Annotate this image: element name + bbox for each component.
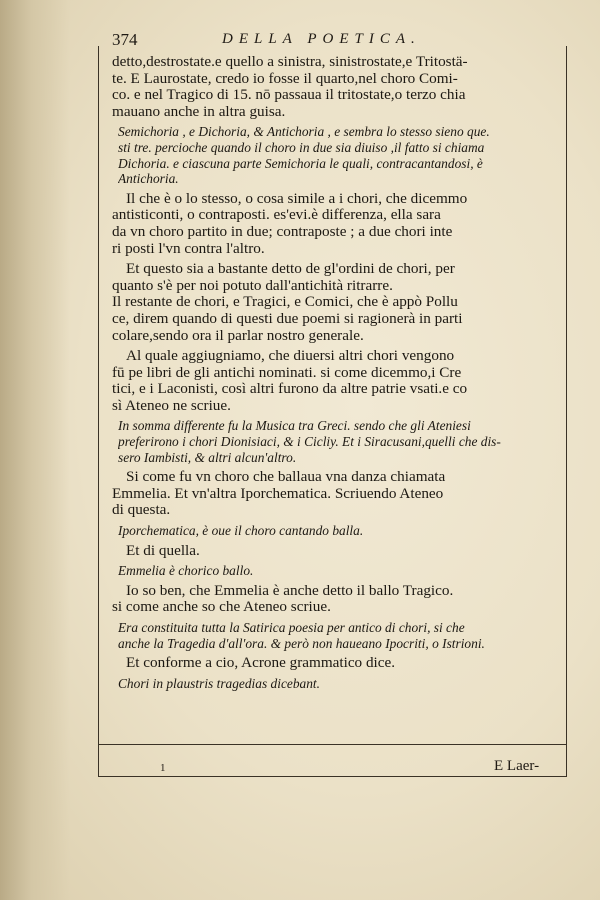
paragraph xyxy=(112,348,566,414)
quoted-passage xyxy=(112,523,566,539)
text-line: Antichoria. xyxy=(118,171,179,187)
text-line: preferirono i chori Dionisiaci, & i Cicliy. Et i Siracusani,quelli che dis- xyxy=(118,434,501,450)
page-number: 374 xyxy=(112,30,138,49)
text-line: si come anche so che Ateneo scriue. xyxy=(112,599,331,616)
footer-rule xyxy=(98,776,567,777)
text-line: Emmelia è chorico ballo. xyxy=(118,563,254,579)
paragraph xyxy=(112,583,566,616)
text-line: Dichoria. e ciascuna parte Semichoria le quali, contracantandosi, è xyxy=(118,155,483,171)
text-line: sero Iambisti, & altri alcun'altro. xyxy=(118,449,297,465)
text-line: Et conforme a cio, Acrone grammatico dice. xyxy=(126,655,396,672)
quoted-passage xyxy=(112,676,566,692)
text-line: colare,sendo ora il parlar nostro generale. xyxy=(112,327,364,344)
quoted-passage xyxy=(112,124,566,186)
text-line: di questa. xyxy=(112,502,171,519)
text-line: fū pe libri de gli antichi nominati. si come dicemmo,i Cre xyxy=(112,364,462,381)
text-line: Iporchematica, è oue il choro cantando balla. xyxy=(118,523,364,539)
text-line: Il restante de chori, e Tragici, e Comici, che è appò Pollu xyxy=(112,294,458,311)
paragraph xyxy=(112,543,566,560)
paragraph xyxy=(112,655,566,672)
running-header xyxy=(112,28,564,54)
text-line: Emmelia. Et vn'altra Iporchematica. Scriuendo Ateneo xyxy=(112,485,444,502)
text-line: detto,destrostate.e quello a sinistra, sinistrostate,e Tritostä- xyxy=(112,54,468,70)
quoted-passage xyxy=(112,563,566,579)
text-line: Si come fu vn choro che ballaua vna danza chiamata xyxy=(126,469,446,486)
text-line: Et di quella. xyxy=(126,542,200,559)
binding-shadow xyxy=(0,0,70,900)
signature-mark: 1 xyxy=(160,762,166,774)
text-line: ri posti l'vn contra l'altro. xyxy=(112,240,265,257)
text-line: da vn choro partito in due; contraposte ; a due chori inte xyxy=(112,223,453,240)
text-line: quanto s'è per noi potuto dall'antichità ritrarre. xyxy=(112,277,393,294)
text-line: Chori in plaustris tragedias dicebant. xyxy=(118,675,320,691)
text-line: tici, e i Laconisti, così altri furono da altre patrie vsati.e co xyxy=(112,381,468,398)
text-line: te. E Laurostate, credo io fosse il quarto,nel choro Comi- xyxy=(112,70,458,87)
left-border-rule xyxy=(98,46,99,776)
quoted-passage xyxy=(112,620,566,651)
text-line: In somma differente fu la Musica tra Greci. sendo che gli Ateniesi xyxy=(118,418,471,434)
text-line: co. e nel Tragico di 15. nō passaua il tritostate,o terzo chia xyxy=(112,87,466,104)
quoted-passage xyxy=(112,418,566,465)
text-line: sì Ateneo ne scriue. xyxy=(112,397,231,414)
text-line: Al quale aggiugniamo, che diuersi altri chori vengono xyxy=(126,348,455,365)
catchword: E Laer- xyxy=(494,758,540,774)
text-line: mauano anche in altra guisa. xyxy=(112,103,286,120)
text-line: Era constituita tutta la Satirica poesia per antico di chori, si che xyxy=(118,620,465,635)
paragraph xyxy=(112,191,566,257)
text-line: Il che è o lo stesso, o cosa simile a i chori, che dicemmo xyxy=(126,190,468,207)
paragraph xyxy=(112,469,566,519)
right-border-rule xyxy=(566,46,567,776)
text-line: Io so ben, che Emmelia è anche detto il ballo Tragico. xyxy=(126,582,454,599)
text-line: sti tre. percioche quando il choro in due sia diuiso ,il fatto si chiama xyxy=(118,139,485,155)
text-line: Semichoria , e Dichoria, & Antichoria , e sembra lo stesso sieno que. xyxy=(118,124,490,140)
paragraph xyxy=(112,54,566,120)
text-line: Et questo sia a bastante detto de gl'ordini de chori, per xyxy=(126,261,455,278)
running-title: DELLA POETICA. xyxy=(222,31,421,47)
text-line: anche la Tragedia d'all'ora. & però non haueano Ipocriti, o Istrioni. xyxy=(118,635,485,651)
paragraph xyxy=(112,261,566,344)
text-bottom-rule xyxy=(98,744,567,745)
text-line: ce, direm quando di questi due poemi si ragionerà in parti xyxy=(112,310,463,327)
text-line: antisticonti, o contraposti. es'evi.è differenza, ella sara xyxy=(112,207,441,224)
text-body xyxy=(112,54,566,695)
